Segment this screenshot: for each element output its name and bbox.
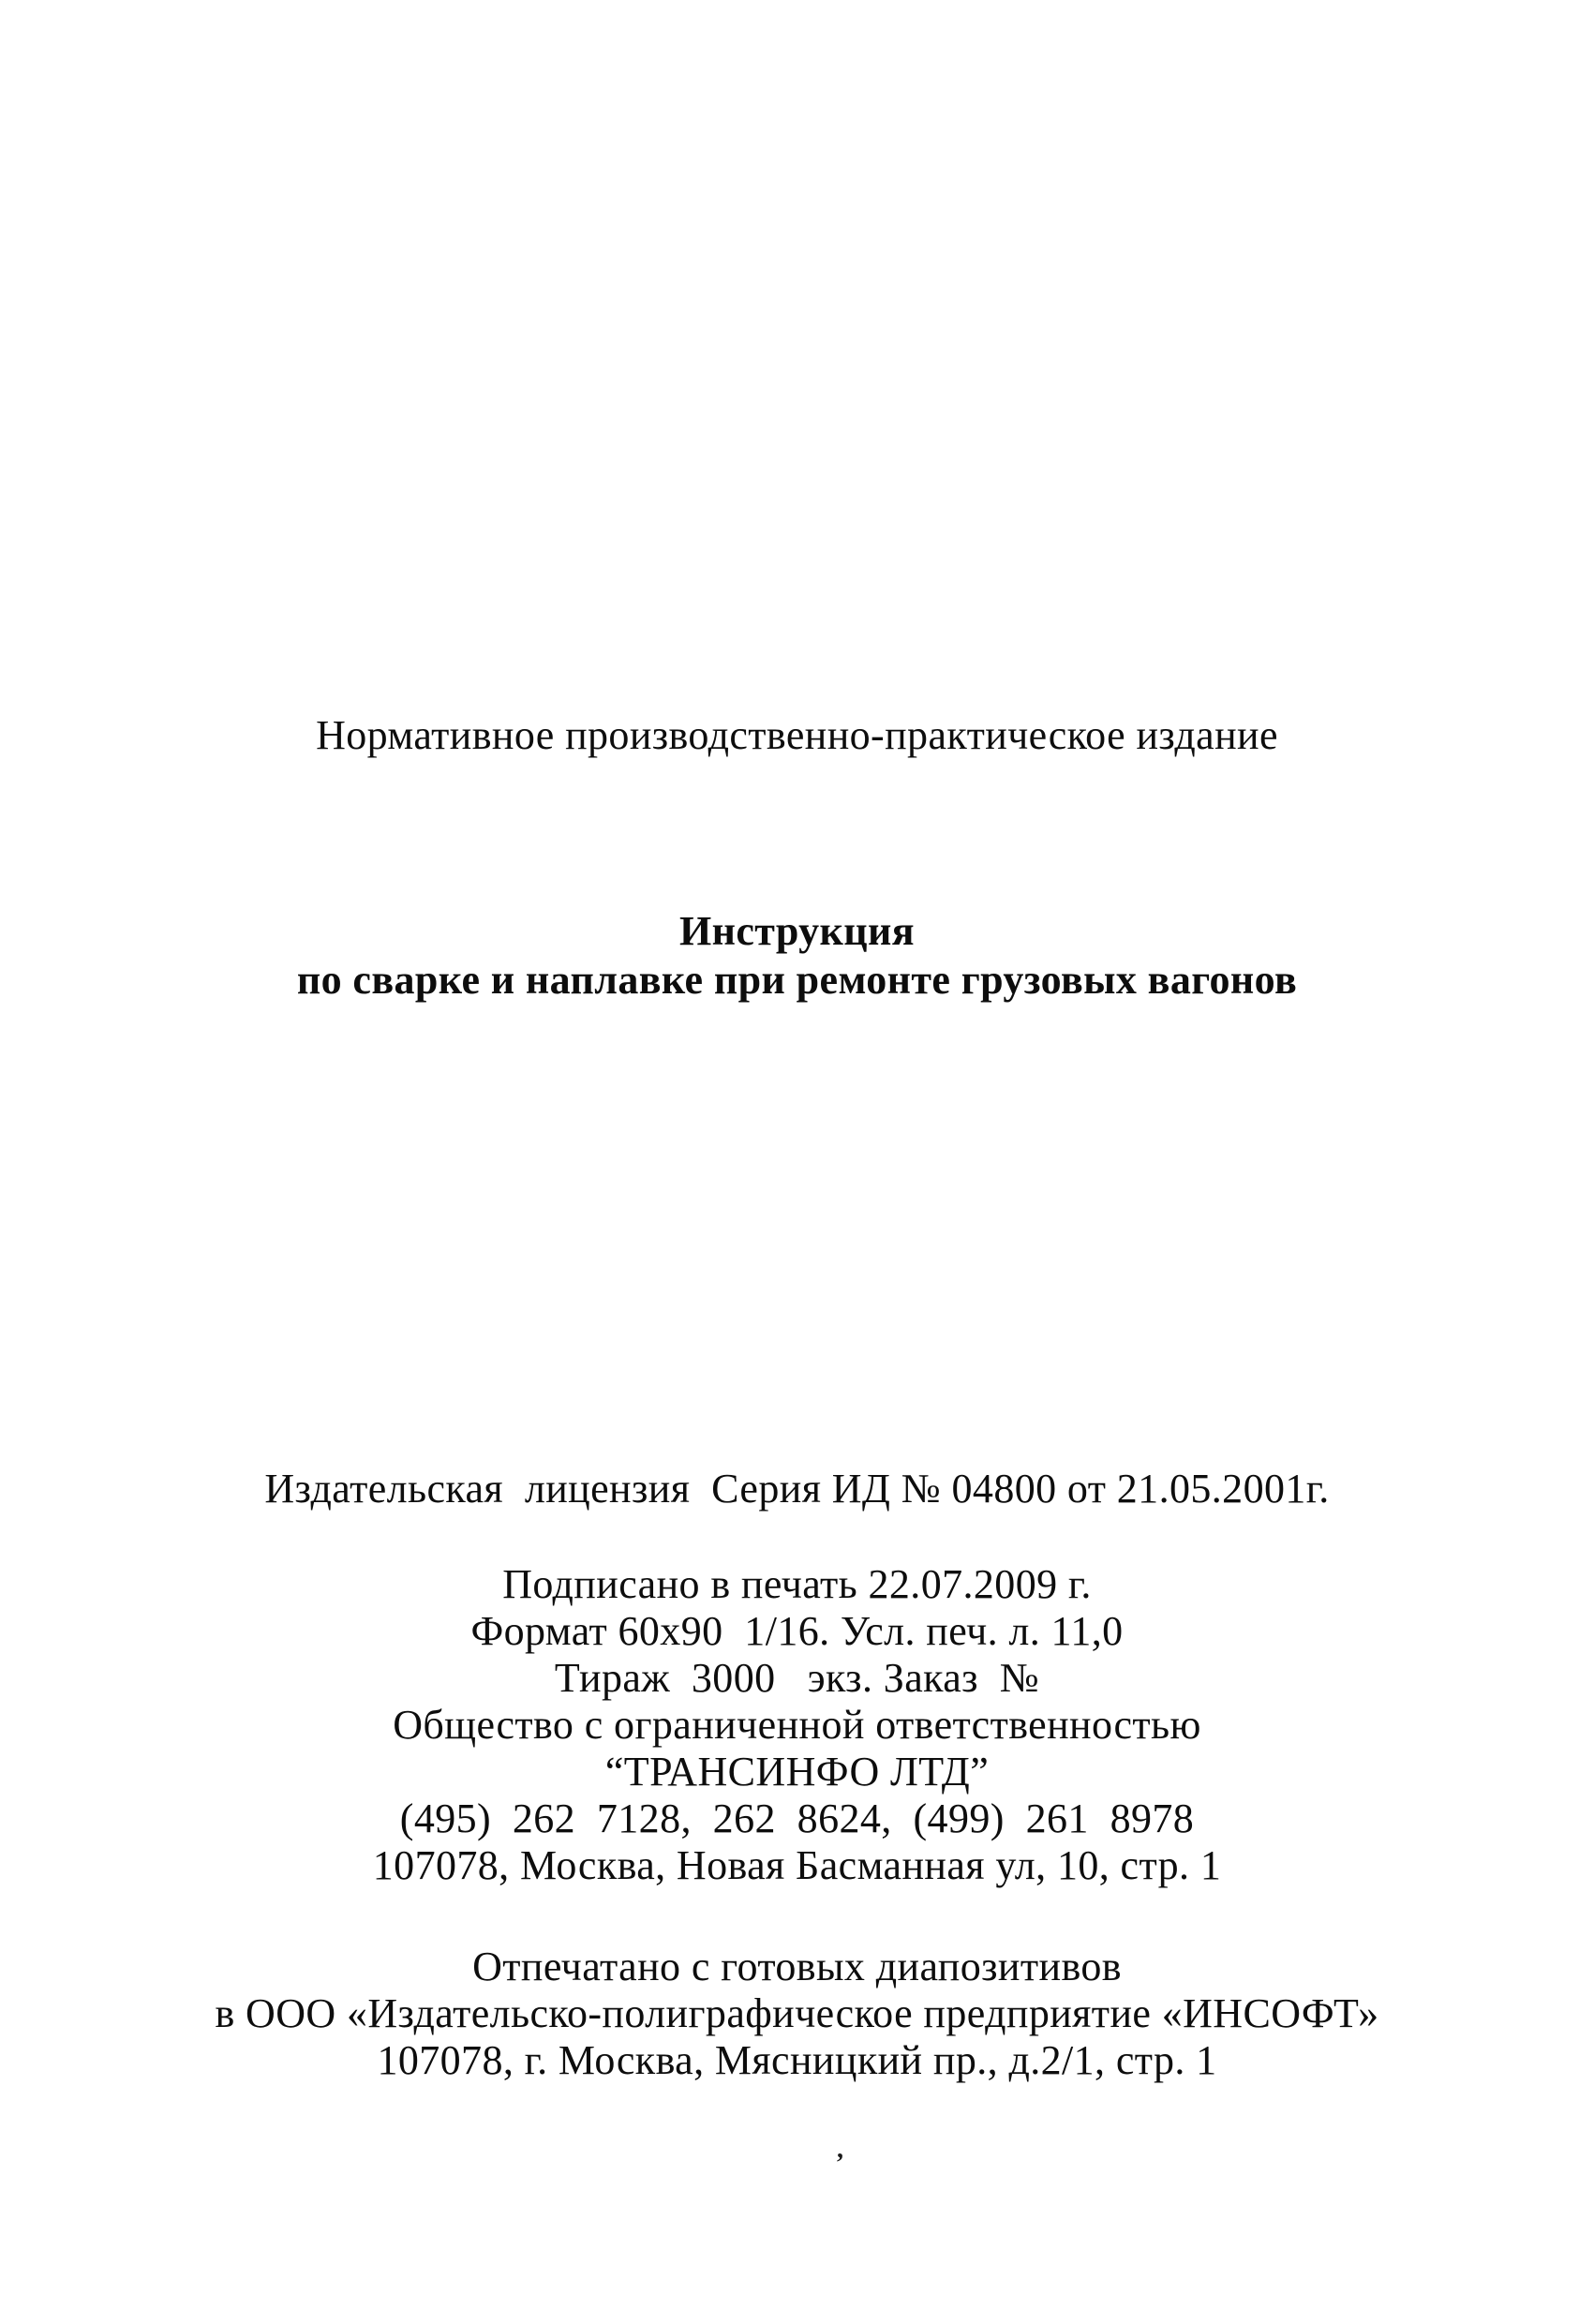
title-line-2: по сварке и наплавке при ремонте грузовых вагонов [296, 957, 1298, 1003]
edition-note: Нормативное производственно-практическое издание [316, 712, 1278, 758]
imprint-company-type: Общество с ограниченной ответственностью [393, 1702, 1201, 1748]
printing-note: Отпечатано с готовых диапозитивов [472, 1944, 1122, 1989]
imprint-block [0, 1561, 1594, 1889]
imprint-company-name: “ТРАНСИНФО ЛТД” [604, 1749, 990, 1795]
title-line-1: Инструкция [678, 908, 915, 954]
stray-scan-mark: , [837, 2135, 843, 2164]
imprint-signed-to-print: Подписано в печать 22.07.2009 г. [502, 1561, 1092, 1607]
printing-company: в ООО «Издательско-полиграфическое предприятие «ИНСОФТ» [215, 1990, 1379, 2036]
publishing-license-line: Издательская лицензия Серия ИД № 04800 от 21.05.2001г. [264, 1466, 1330, 1512]
printing-address: 107078, г. Москва, Мясницкий пр., д.2/1, стр. 1 [377, 2037, 1217, 2083]
imprint-address: 107078, Москва, Новая Басманная ул, 10, стр. 1 [372, 1842, 1222, 1888]
printing-block [0, 1944, 1594, 2084]
title-block [0, 907, 1594, 1005]
imprint-format: Формат 60х90 1/16. Усл. печ. л. 11,0 [470, 1608, 1124, 1654]
imprint-phones: (495) 262 7128, 262 8624, (499) 261 8978 [399, 1795, 1195, 1841]
imprint-print-run: Тираж 3000 экз. Заказ № [554, 1655, 1040, 1701]
